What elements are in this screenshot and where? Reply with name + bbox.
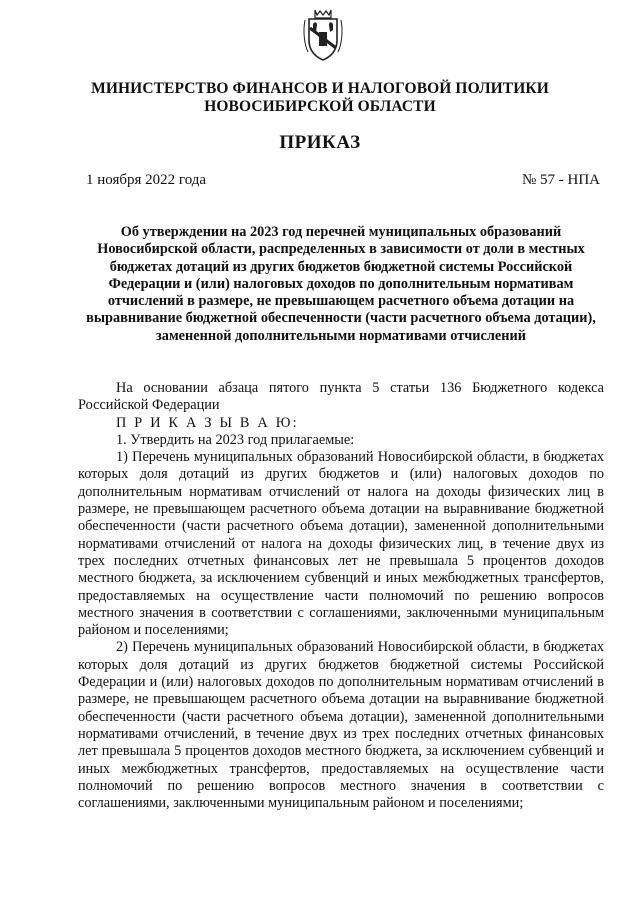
document-type-title: ПРИКАЗ <box>279 132 361 153</box>
item-1: 1. Утвердить на 2023 год прилагаемые: <box>116 431 355 448</box>
order-word: П Р И К А З Ы В А Ю: <box>116 414 299 431</box>
ministry-name <box>60 80 580 116</box>
subitem-2: 2) Перечень муниципальных образований Новосибирской области, в бюджетах которых доля дотаций из других бюджетов бюджетной системы Российской Федерации и (или) налоговых доходов по дополнительным нормативам отчислений в размере, не превышающем расчетного объема дотации на выравнивание бюджетной обеспеченности (части расчетного объема дотации), замененной дополнительными нормативами отчислений, в течение двух из трех последних отчетных финансовых лет превышала 5 процентов доходов местного бюджета, за исключением субвенций и иных межбюджетных трансфертов, предоставляемых на осуществление части полномочий по решению вопросов местного значения в соответствии с соглашениями, заключенными муниципальным районом и поселениями; <box>78 639 604 812</box>
ministry-line-2: НОВОСИБИРСКОЙ ОБЛАСТИ <box>204 98 436 115</box>
subitem-1: 1) Перечень муниципальных образований Новосибирской области, в бюджетах которых доля дотаций из других бюджетов и (или) налоговых доходов по дополнительным нормативам отчислений от налога на доходы физических лиц в размере, не превышающем расчетного объема дотации на выравнивание бюджетной обеспеченности (части расчетного объема дотации), замененной дополнительными нормативами отчислений от налога на доходы физических лиц, в течение двух из трех последних отчетных финансовых лет не превышала 5 процентов доходов местного бюджета, за исключением субвенций и иных межбюджетных трансфертов, предоставляемых на осуществление части полномочий по решению вопросов местного значения в соответствии с соглашениями, заключенными муниципальным районом и поселениями; <box>78 449 604 639</box>
basis-paragraph: На основании абзаца пятого пункта 5 статьи 136 Бюджетного кодекса Российской Федерации <box>78 380 604 414</box>
coat-of-arms-icon <box>302 8 344 62</box>
document-subject: Об утверждении на 2023 год перечней муниципальных образований Новосибирской области, распределенных в зависимости от доли в местных бюджетах дотаций из других бюджетов бюджетной системы Российской Федерации и (или) налоговых доходов по дополнительным нормативам отчислений в размере, не превышающем расчетного объема дотации на выравнивание бюджетной обеспеченности (части расчетного объема дотации), замененной дополнительными нормативами отчислений <box>86 224 596 344</box>
ministry-line-1: МИНИСТЕРСТВО ФИНАНСОВ И НАЛОГОВОЙ ПОЛИТИКИ <box>91 80 549 97</box>
document-date: 1 ноября 2022 года <box>86 172 207 188</box>
document-body <box>78 380 604 812</box>
document-number: № 57 - НПА <box>521 172 600 188</box>
